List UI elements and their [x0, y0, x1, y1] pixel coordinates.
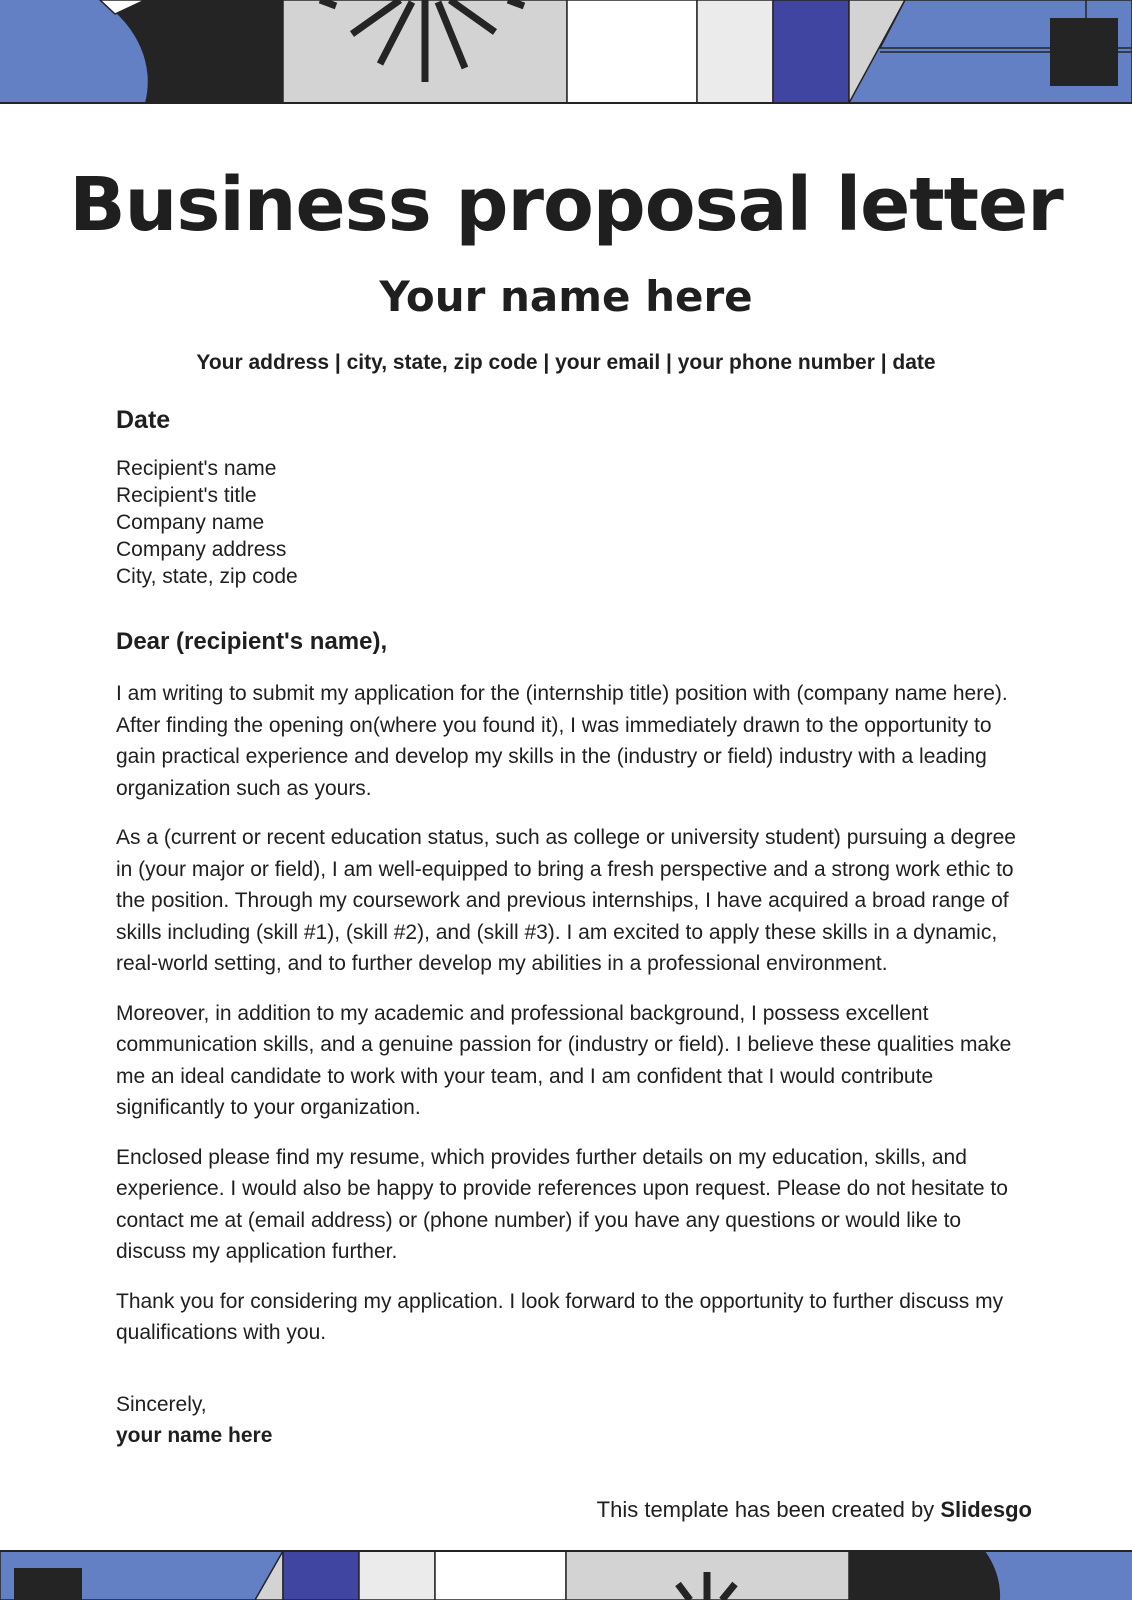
recipient-address: Company address — [116, 538, 287, 561]
paragraph: I am writing to submit my application for the (internship title) position with (company name here). After finding the opening on(where you found it), I was immediately drawn to the opportunity to gain practical experience and develop my skills in the (industry or field) industry with a leading organization such as yours. — [116, 682, 1008, 800]
footer-decoration — [0, 1550, 1132, 1600]
credit-brand-link[interactable]: Slidesgo — [940, 1497, 1032, 1522]
paragraph: Moreover, in addition to my academic and professional background, I possess excellent communication skills, and a genuine passion for (industry or field). I believe these qualities make me an ideal candidate to work with your team, and I am confident that I would contribute significantly to your organization. — [116, 1001, 1012, 1119]
recipient-name: Recipient's name — [116, 457, 277, 480]
paragraph: As a (current or recent education status, such as college or university student) pursuing a degree in (your major or field), I am well-equipped to bring a fresh perspective and a strong work ethic to the position. Through my coursework and previous internships, I have acquired a broad range of skills including (skill #1), (skill #2), and (skill #3). I am excited to apply these skills in a dynamic, real-world setting, and to further develop my abilities in a professional environment. — [116, 826, 1016, 975]
date-heading: Date — [116, 406, 171, 434]
recipient-company: Company name — [116, 511, 265, 534]
geometric-pattern-top — [0, 0, 1132, 104]
closing: Sincerely, — [116, 1392, 207, 1416]
header-decoration — [0, 0, 1132, 104]
credit-prefix: This template has been created by — [596, 1497, 941, 1522]
closing-block — [116, 1389, 1016, 1451]
recipient-title: Recipient's title — [116, 484, 257, 507]
sender-name: Your name here — [379, 272, 753, 321]
greeting: Dear (recipient's name), — [116, 628, 388, 655]
paragraph: Enclosed please find my resume, which provides further details on my education, skills, and experience. I would also be happy to provide references upon request. Please do not hesitate to contact me at (email address) or (phone number) if you have any questions or would like to discuss my application further. — [116, 1145, 1008, 1263]
recipient-city-line: City, state, zip code — [116, 565, 298, 588]
contact-line: Your address | city, state, zip code | your email | your phone number | date — [196, 351, 936, 374]
paragraph: Thank you for considering my application. I look forward to the opportunity to further discuss my qualifications with you. — [116, 1289, 1004, 1344]
recipient-block — [116, 455, 1016, 590]
template-credit — [597, 1497, 1032, 1523]
document-title: Business proposal letter — [69, 162, 1063, 248]
geometric-pattern-bottom — [0, 1550, 1132, 1600]
letter-body — [116, 406, 1016, 1451]
signature: your name here — [116, 1423, 273, 1447]
